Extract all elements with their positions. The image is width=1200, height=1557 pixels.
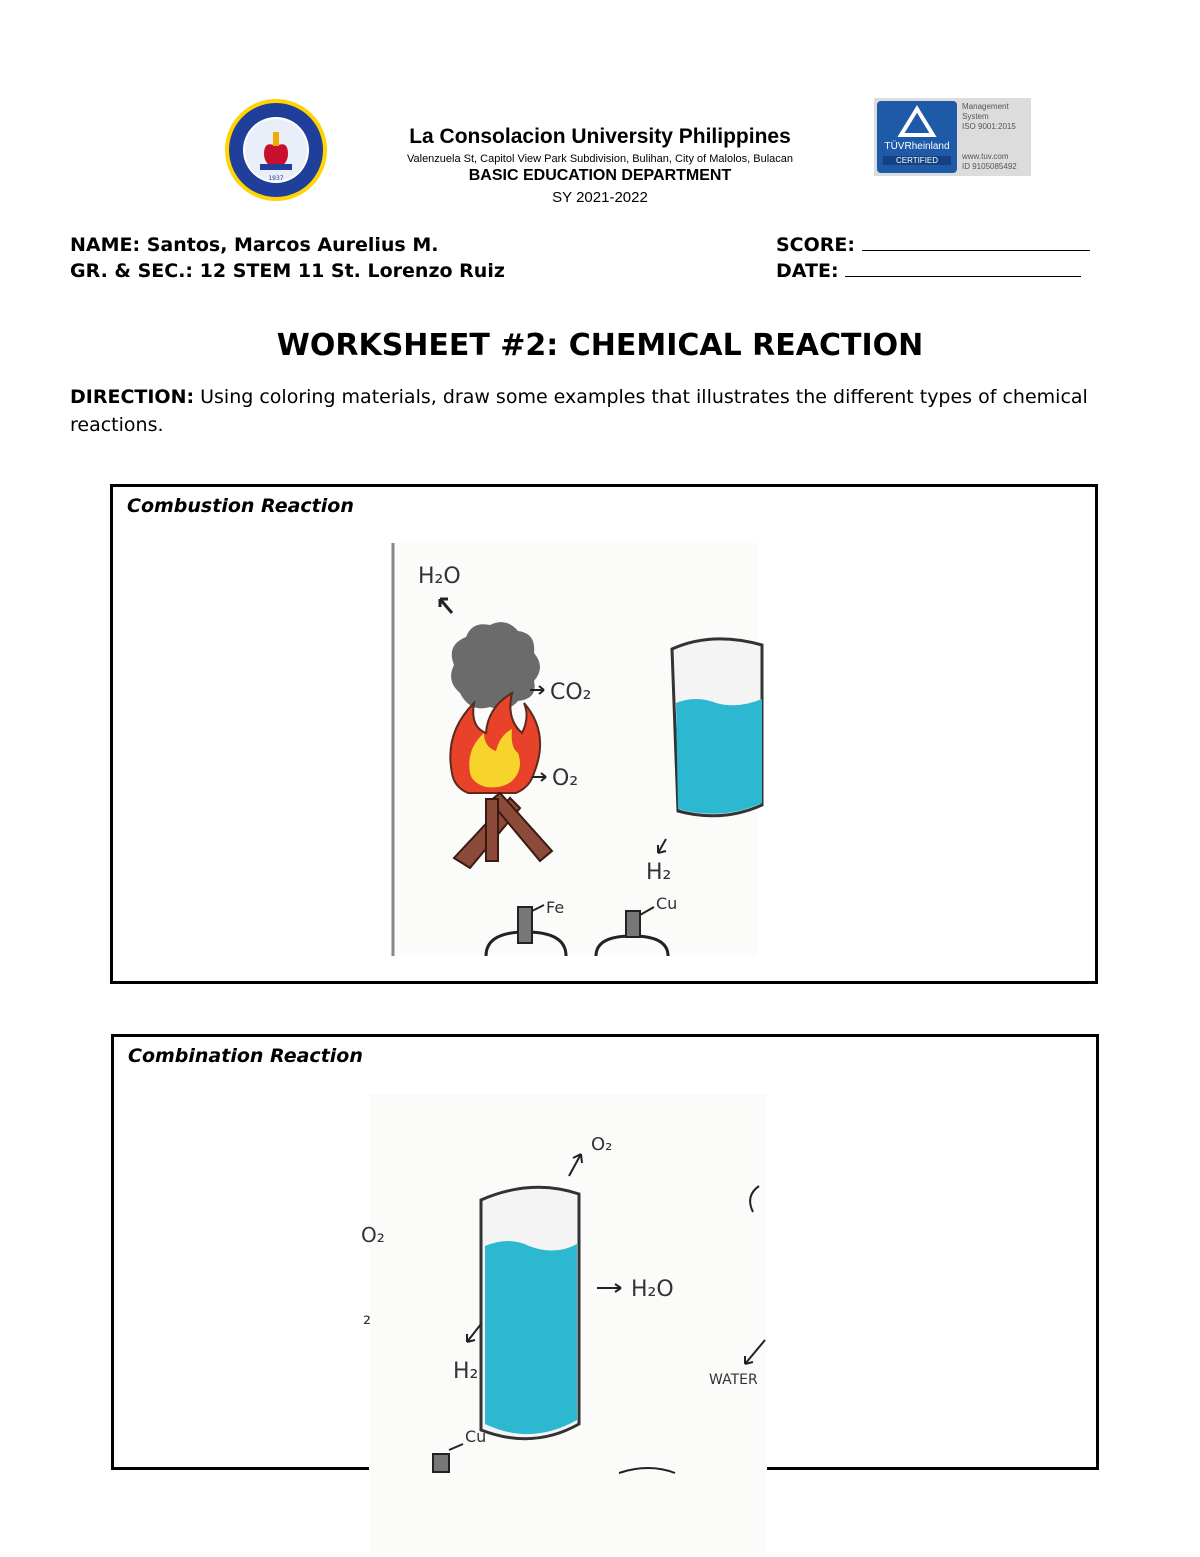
badge-line: System bbox=[962, 112, 989, 121]
drawing-label: H₂ bbox=[453, 1359, 479, 1384]
combination-drawing bbox=[361, 1094, 767, 1553]
direction-text: Using coloring materials, draw some examples that illustrates the different types of chemical reactions. bbox=[70, 386, 1088, 436]
wood-log bbox=[486, 799, 498, 861]
drawing-label: O₂ bbox=[552, 766, 579, 791]
tuv-triangle-icon bbox=[899, 107, 935, 137]
section-row bbox=[70, 260, 505, 282]
direction-label: DIRECTION: bbox=[70, 386, 195, 408]
score-row bbox=[776, 234, 1090, 256]
department-name: BASIC EDUCATION DEPARTMENT bbox=[468, 167, 732, 184]
name-value: Santos, Marcos Aurelius M. bbox=[146, 234, 439, 256]
combustion-drawing bbox=[390, 543, 758, 956]
svg-text:1937: 1937 bbox=[268, 175, 284, 182]
beaker-water bbox=[676, 699, 762, 814]
drawing-label: Cu bbox=[465, 1427, 487, 1446]
tuv-certified: CERTIFIED bbox=[883, 156, 951, 165]
drawing-label: Cu bbox=[656, 894, 678, 913]
beaker-water bbox=[485, 1241, 577, 1434]
smoke-cloud bbox=[451, 622, 540, 709]
section-value: 12 STEM 11 St. Lorenzo Ruiz bbox=[199, 260, 505, 282]
date-label: DATE: bbox=[776, 260, 839, 282]
svg-text:₂: ₂ bbox=[363, 1305, 372, 1329]
date-row bbox=[776, 260, 1081, 282]
iso-certification-badge bbox=[874, 98, 1031, 176]
drawing-label: Fe bbox=[546, 898, 565, 917]
section-label: Combination Reaction bbox=[128, 1045, 363, 1067]
drawing-label: H₂O bbox=[631, 1277, 674, 1302]
drawing-label: H₂ bbox=[646, 860, 672, 885]
svg-text:O₂: O₂ bbox=[361, 1223, 385, 1247]
section-label: Combustion Reaction bbox=[127, 495, 354, 517]
drawing-label: CO₂ bbox=[550, 680, 592, 705]
worksheet-title: WORKSHEET #2: CHEMICAL REACTION bbox=[276, 328, 924, 363]
badge-web: www.tuv.com bbox=[962, 152, 1009, 161]
badge-line: Management bbox=[962, 102, 1009, 111]
university-address: Valenzuela St, Capitol View Park Subdivision, Bulihan, City of Malolos, Bulacan bbox=[406, 153, 794, 165]
badge-line: ISO 9001:2015 bbox=[962, 122, 1016, 131]
score-field[interactable] bbox=[862, 234, 1090, 251]
school-year: SY 2021-2022 bbox=[552, 189, 648, 206]
drawing-label: O₂ bbox=[591, 1134, 613, 1155]
name-row bbox=[70, 234, 438, 256]
university-name: La Consolacion University Philippines bbox=[409, 125, 791, 148]
score-label: SCORE: bbox=[776, 234, 855, 256]
drawing-label: H₂O bbox=[418, 564, 461, 589]
tuv-logo-block bbox=[877, 101, 957, 173]
name-label: NAME: bbox=[70, 234, 141, 256]
drawing-label: WATER bbox=[709, 1372, 758, 1388]
badge-id: ID 9105085492 bbox=[962, 162, 1017, 171]
school-seal-logo bbox=[224, 98, 328, 202]
section-label: GR. & SEC.: bbox=[70, 260, 194, 282]
tuv-brand: TÜVRheinland bbox=[884, 141, 950, 152]
date-field[interactable] bbox=[845, 260, 1081, 277]
direction-paragraph bbox=[70, 383, 1140, 439]
combustion-reaction-box bbox=[110, 484, 1098, 984]
badge-text bbox=[962, 102, 1017, 172]
